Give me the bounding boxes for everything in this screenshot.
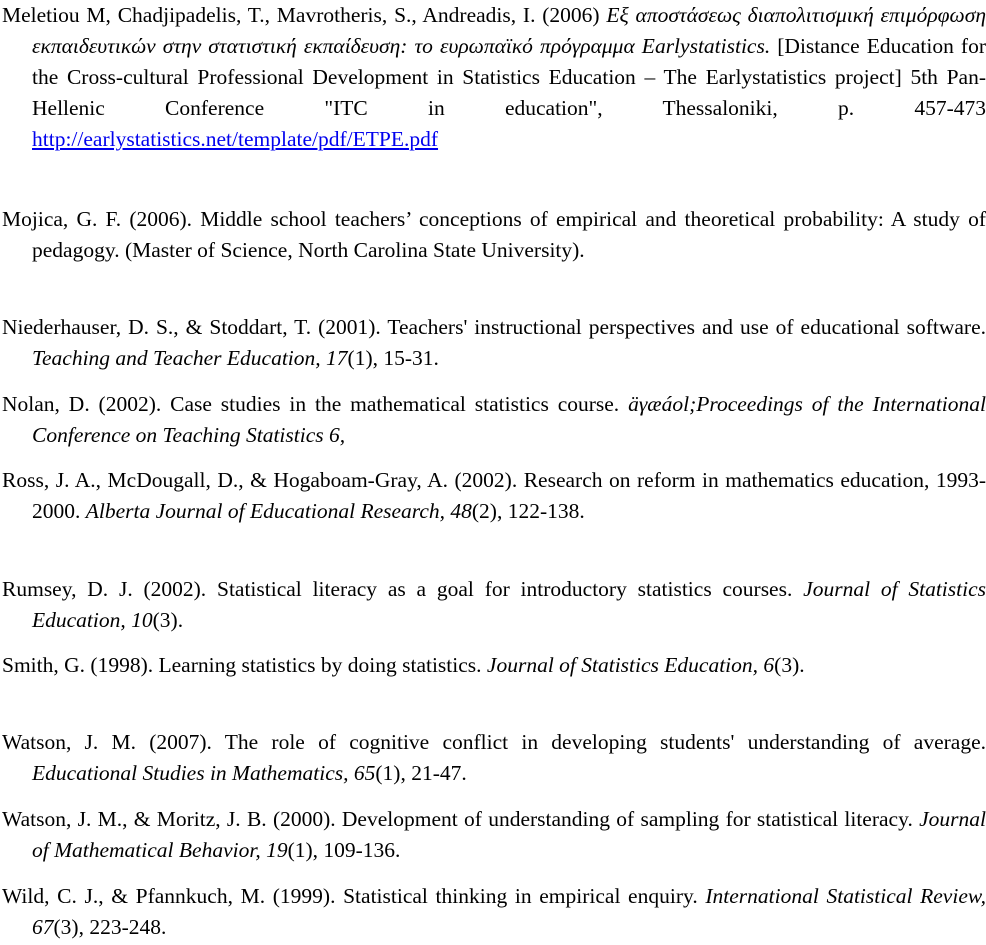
reference-journal: Journal of Statistics Education, 6 xyxy=(486,653,775,677)
reference-text: Wild, C. J., & Pfannkuch, M. (1999). Statistical thinking in empirical enquiry. xyxy=(2,884,706,908)
reference-entry-watson-2007 xyxy=(2,727,986,789)
reference-text: Meletiou M, Chadjipadelis, T., Mavrotheris, S., Andreadis, I. (2006) xyxy=(2,3,607,27)
reference-text: (1), 21-47. xyxy=(375,761,467,785)
reference-entry-niederhauser xyxy=(2,312,986,374)
reference-entry-nolan xyxy=(2,389,986,451)
reference-text: Smith, G. (1998). Learning statistics by doing statistics. xyxy=(2,653,487,677)
reference-text: (3). xyxy=(152,608,184,632)
reference-text: (3), 223-248. xyxy=(53,915,167,939)
reference-journal: Teaching and Teacher Education, 17 xyxy=(32,346,348,370)
reference-url-link[interactable]: http://earlystatistics.net/template/pdf/ETPE.pdf xyxy=(32,127,439,151)
reference-entry-rumsey xyxy=(2,574,986,636)
reference-entry-meletiou xyxy=(2,0,986,155)
reference-entry-smith xyxy=(2,650,986,681)
reference-text: Watson, J. M. (2007). The role of cognitive conflict in developing students' understanding of average. xyxy=(2,730,986,754)
reference-text: Rumsey, D. J. (2002). Statistical literacy as a goal for introductory statistics courses. xyxy=(2,577,804,601)
reference-entry-ross xyxy=(2,465,986,527)
reference-entry-mojica xyxy=(2,204,986,266)
reference-text: (1), 109-136. xyxy=(287,838,401,862)
reference-text: (3). xyxy=(774,653,805,677)
reference-title-greek: Εξ αποστάσεως διαπολιτισμική επιμόρφωση εκπαιδευτικών στην στατιστική εκπαίδευση: το ευρωπαϊκό πρόγραμμα Earlystatistics. xyxy=(32,3,986,58)
reference-entry-wild xyxy=(2,881,986,943)
reference-text: [Distance Education for the Cross-cultural Professional Development in Statistics Education – The Earlystatistics project] 5th Pan-Hellenic Conference "ITC in education", Thessaloniki, p. 457-473 xyxy=(32,34,986,120)
reference-journal: Journal of Mathematical Behavior, 19 xyxy=(32,807,986,862)
reference-text: (1), 15-31. xyxy=(347,346,439,370)
reference-proceedings: äγæáol;Proceedings of the International Conference on Teaching Statistics 6, xyxy=(32,392,986,447)
reference-entry-watson-2000 xyxy=(2,804,986,866)
reference-text: Mojica, G. F. (2006). Middle school teachers’ conceptions of empirical and theoretical probability: A study of pedagogy. (Master of Science, North Carolina State University). xyxy=(2,207,986,262)
reference-journal: International Statistical Review, 67 xyxy=(32,884,986,939)
reference-text: Nolan, D. (2002). Case studies in the mathematical statistics course. xyxy=(2,392,629,416)
reference-text: (2), 122-138. xyxy=(471,499,585,523)
reference-journal: Journal of Statistics Education, 10 xyxy=(32,577,986,632)
reference-text: Watson, J. M., & Moritz, J. B. (2000). Development of understanding of sampling for statistical literacy. xyxy=(2,807,920,831)
reference-journal: Alberta Journal of Educational Research, 48 xyxy=(85,499,472,523)
reference-text: Niederhauser, D. S., & Stoddart, T. (2001). Teachers' instructional perspectives and use of educational software. xyxy=(2,315,986,339)
reference-journal: Educational Studies in Mathematics, 65 xyxy=(32,761,376,785)
reference-text: Ross, J. A., McDougall, D., & Hogaboam-Gray, A. (2002). Research on reform in mathematics education, 1993-2000. xyxy=(2,468,986,523)
